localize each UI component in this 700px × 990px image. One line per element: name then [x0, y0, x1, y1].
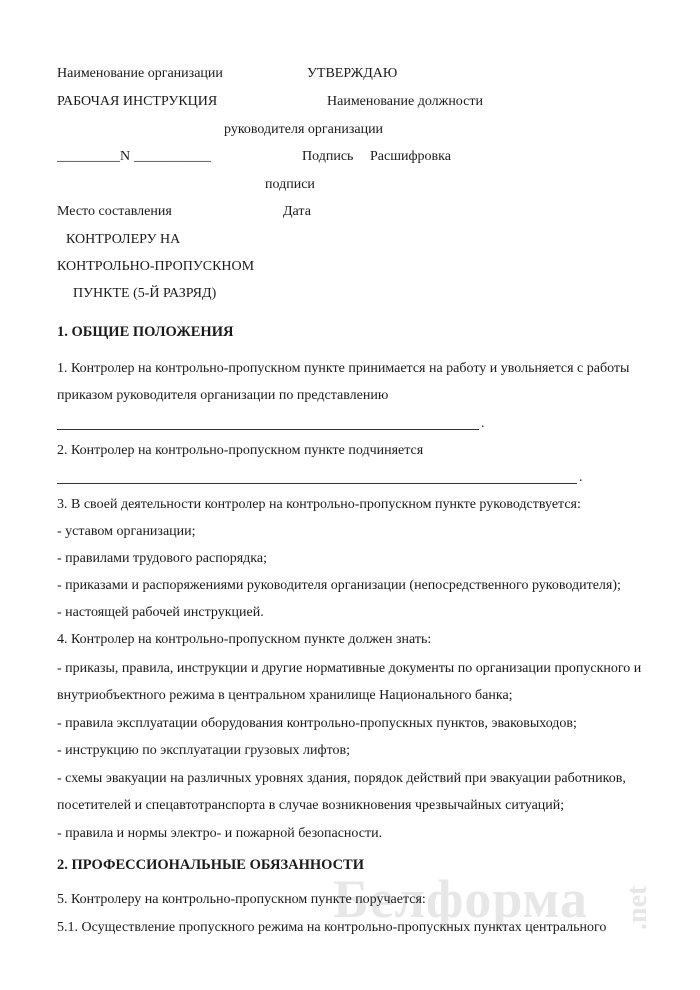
paragraph-3: 3. В своей деятельности контролер на контрольно-пропускном пункте руководствуется:	[57, 497, 581, 512]
paragraph-4-item-1-b: внутриобъектного режима в центральном хранилище Национального банка;	[57, 688, 513, 703]
paragraph-5: 5. Контролеру на контрольно-пропускном пункте поручается:	[57, 892, 426, 907]
title-line-3: ПУНКТЕ (5-Й РАЗРЯД)	[73, 286, 217, 301]
paragraph-3-item-3: - приказами и распоряжениями руководителя организации (непосредственного руководителя);	[57, 578, 621, 593]
paragraph-4-item-4-b: посетителей и спецавтотранспорта в случае возникновения чрезвычайных ситуаций;	[57, 798, 565, 813]
title-line-1: КОНТРОЛЕРУ НА	[66, 232, 181, 247]
doc-number-sign: N	[120, 149, 131, 164]
section-1-heading: 1. ОБЩИЕ ПОЛОЖЕНИЯ	[57, 324, 234, 340]
position-name-label: Наименование должности	[327, 94, 483, 109]
signature-label: Подпись	[302, 149, 354, 164]
paragraph-4-item-2: - правила эксплуатации оборудования контрольно-пропускных пунктов, эваковыходов;	[57, 716, 577, 731]
doc-number-blank-right: ___________	[134, 149, 211, 164]
paragraph-3-item-4: - настоящей рабочей инструкцией.	[57, 605, 264, 620]
title-line-2: КОНТРОЛЬНО-ПРОПУСКНОМ	[57, 259, 255, 274]
decoding-label: Расшифровка	[370, 149, 451, 164]
approve-label: УТВЕРЖДАЮ	[307, 66, 398, 81]
fill-in-line-1	[57, 429, 479, 430]
paragraph-4-item-3: - инструкцию по эксплуатации грузовых лифтов;	[57, 743, 351, 758]
fill-in-line-2-end: .	[579, 470, 583, 485]
doc-type-label: РАБОЧАЯ ИНСТРУКЦИЯ	[57, 94, 218, 109]
paragraph-3-item-1: - уставом организации;	[57, 524, 196, 539]
watermark-suffix: .net	[622, 885, 653, 930]
watermark-logo: Белформа	[333, 869, 588, 929]
signature-of-label: подписи	[265, 177, 315, 192]
paragraph-4-item-1-a: - приказы, правила, инструкции и другие нормативные документы по организации пропускного и	[57, 661, 642, 676]
section-2-heading: 2. ПРОФЕССИОНАЛЬНЫЕ ОБЯЗАННОСТИ	[57, 857, 364, 873]
fill-in-line-2	[57, 483, 577, 484]
org-name-label: Наименование организации	[57, 66, 223, 81]
date-label: Дата	[283, 204, 311, 219]
place-label: Место составления	[57, 204, 172, 219]
paragraph-1-line-a: 1. Контролер на контрольно-пропускном пункте принимается на работу и увольняется с работы	[57, 361, 630, 376]
fill-in-line-1-end: .	[481, 416, 485, 431]
paragraph-2: 2. Контролер на контрольно-пропускном пункте подчиняется	[57, 443, 424, 458]
paragraph-4-item-5: - правила и нормы электро- и пожарной безопасности.	[57, 826, 383, 841]
paragraph-5-1: 5.1. Осуществление пропускного режима на контрольно-пропускных пунктах центрального	[57, 920, 607, 935]
paragraph-1-line-b: приказом руководителя организации по представлению	[57, 388, 389, 403]
doc-number-blank-left: _________	[57, 149, 120, 164]
paragraph-3-item-2: - правилами трудового распорядка;	[57, 551, 267, 566]
head-of-org-label: руководителя организации	[224, 122, 384, 137]
paragraph-4: 4. Контролер на контрольно-пропускном пункте должен знать:	[57, 632, 432, 647]
paragraph-4-item-4-a: - схемы эвакуации на различных уровнях здания, порядок действий при эвакуации работников,	[57, 771, 626, 786]
